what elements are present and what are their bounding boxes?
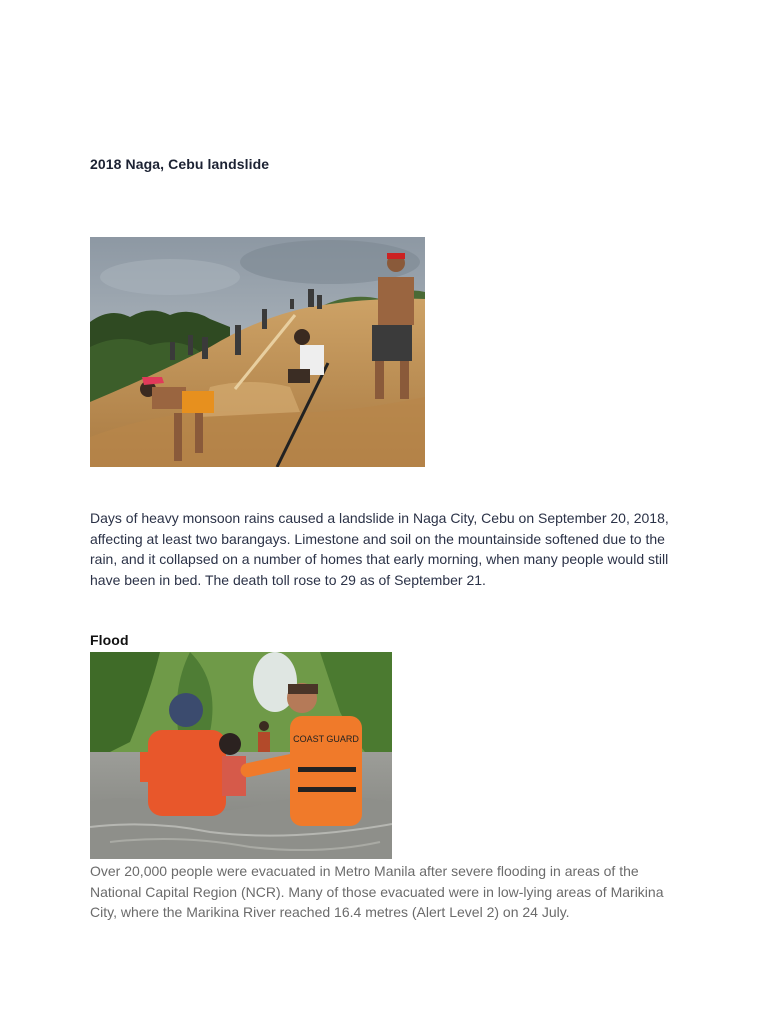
vest-text: COAST GUARD [293,734,359,744]
landslide-paragraph: Days of heavy monsoon rains caused a landslide in Naga City, Cebu on September 20, 2018, affecting at least two barangays. Limestone and soil on the mountainside softened due to the rain, and it collapsed on a number of homes that early morning, when many people would still have been in bed. The death toll rose to 29 as of September 21. [90,510,669,588]
flood-heading: Flood [90,632,129,648]
flood-paragraph: Over 20,000 people were evacuated in Metro Manila after severe flooding in areas of the National Capital Region (NCR). Many of those evacuated were in low-lying areas of Marikina City, where the Marikina River reached 16.4 metres (Alert Level 2) on 24 July. [90,863,664,920]
landslide-photo [90,237,425,467]
landslide-heading: 2018 Naga, Cebu landslide [90,156,270,172]
flood-photo [90,652,392,859]
